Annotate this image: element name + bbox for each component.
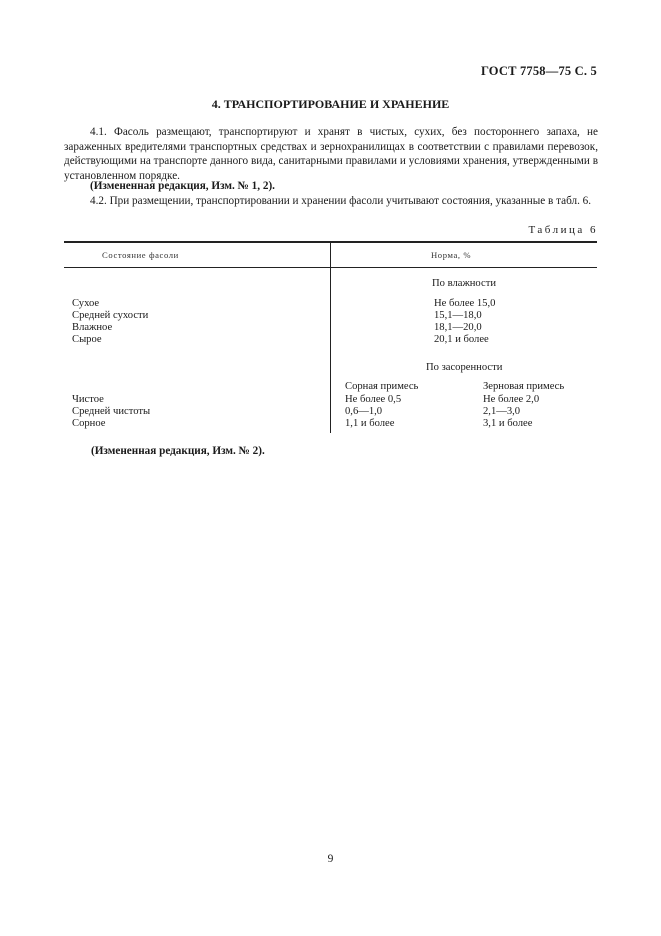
table-row-state: Средней сухости bbox=[72, 310, 149, 321]
group-label-impurity: По засоренности bbox=[426, 362, 503, 373]
group-label-moisture: По влажности bbox=[432, 278, 496, 289]
section-title: 4. ТРАНСПОРТИРОВАНИЕ И ХРАНЕНИЕ bbox=[211, 97, 450, 111]
table-row-weed: Не более 0,5 bbox=[345, 394, 402, 405]
amendment-note-2: (Измененная редакция, Изм. № 2). bbox=[91, 445, 265, 457]
table-row-state: Чистое bbox=[72, 394, 104, 405]
sub-header-weed: Сорная примесь bbox=[345, 381, 419, 392]
table-row-state: Сырое bbox=[72, 334, 102, 345]
table-row-grain: Не более 2,0 bbox=[483, 394, 540, 405]
table-row-grain: 3,1 и более bbox=[483, 418, 533, 429]
table-row-value: Не более 15,0 bbox=[434, 298, 496, 309]
table-row-weed: 0,6—1,0 bbox=[345, 406, 383, 417]
column-header-norm: Норма, % bbox=[431, 250, 472, 260]
table-row-state: Влажное bbox=[72, 322, 113, 333]
page-number: 9 bbox=[327, 853, 334, 865]
table-6 bbox=[64, 241, 597, 436]
paragraph-4-1: 4.1. Фасоль размещают, транспортируют и хранят в чистых, сухих, без постороннего запаха, не зараженных вредителями транспортных средствах и зернохранилищах в соответствии с правилами перевозок, действующими на транспорте данного вида, санитарными правилами и условиями хранения, утвержденными в установленном порядке. bbox=[64, 126, 598, 182]
sub-header-grain: Зерновая примесь bbox=[483, 381, 565, 392]
table-row-value: 18,1—20,0 bbox=[434, 322, 482, 333]
table-row-grain: 2,1—3,0 bbox=[483, 406, 521, 417]
amendment-note-1: (Измененная редакция, Изм. № 1, 2). bbox=[90, 180, 275, 192]
table-row-weed: 1,1 и более bbox=[345, 418, 395, 429]
paragraph-4-2: 4.2. При размещении, транспортировании и хранении фасоли учитывают состояния, указанные в табл. 6. bbox=[90, 195, 592, 207]
column-header-state: Состояние фасоли bbox=[102, 250, 179, 260]
table-column-divider bbox=[330, 243, 331, 433]
document-header: ГОСТ 7758—75 С. 5 bbox=[480, 64, 597, 78]
table-row-state: Сухое bbox=[72, 298, 100, 309]
table-row-state: Средней чистоты bbox=[72, 406, 151, 417]
table-row-value: 20,1 и более bbox=[434, 334, 489, 345]
table-row-state: Сорное bbox=[72, 418, 106, 429]
table-row-value: 15,1—18,0 bbox=[434, 310, 482, 321]
table-caption: Таблица 6 bbox=[528, 224, 598, 236]
